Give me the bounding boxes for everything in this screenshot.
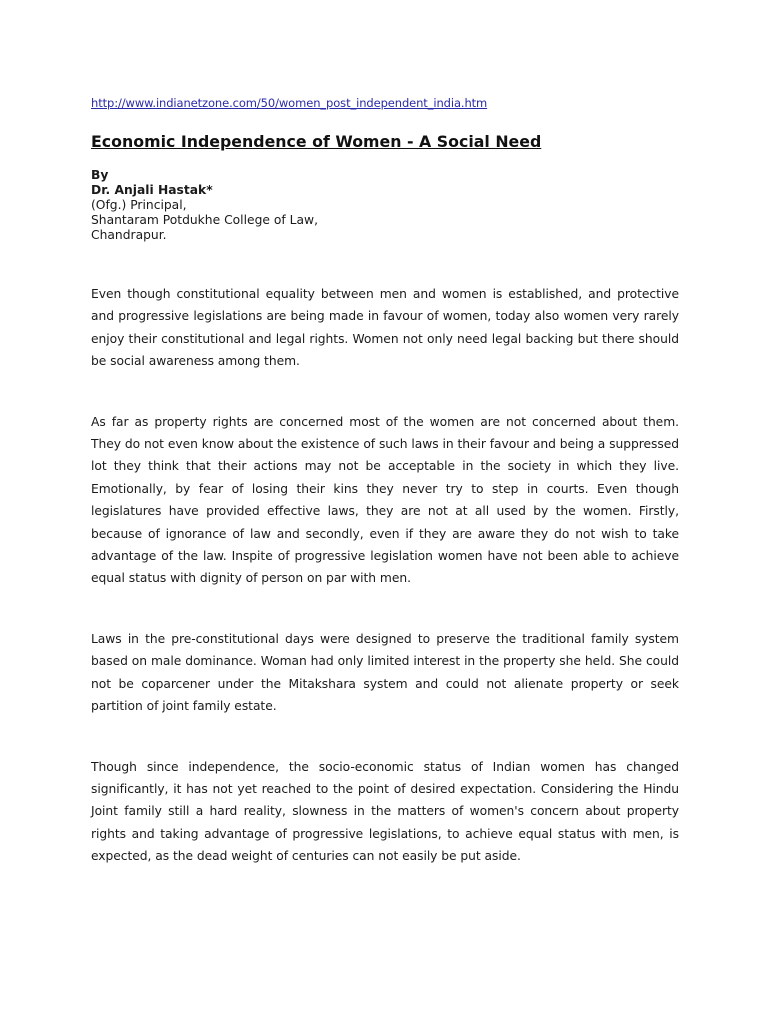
author-college: Shantaram Potdukhe College of Law, — [91, 213, 318, 227]
document-page — [91, 96, 679, 868]
document-title: Economic Independence of Women - A Social Need — [91, 132, 542, 151]
author-name: Dr. Anjali Hastak* — [91, 183, 213, 197]
by-label: By — [91, 168, 109, 182]
paragraph: Though since independence, the socio-economic status of Indian women has changed significantly, it has not yet reached to the point of desired expectation. Considering the Hindu Joint family still a hard reality, slowness in the matters of women's concern about property rights and taking advantage of progressive legislations, to achieve equal status with men, is expected, as the dead weight of centuries can not easily be put aside. — [91, 759, 679, 864]
paragraph: Laws in the pre-constitutional days were designed to preserve the traditional family system based on male dominance. Woman had only limited interest in the property she held. She could not be coparcener under the Mitakshara system and could not alienate property or seek partition of joint family estate. — [91, 631, 679, 714]
paragraph: Even though constitutional equality between men and women is established, and protective and progressive legislations are being made in favour of women, today also women very rarely enjoy their constitutional and legal rights. Women not only need legal backing but there should be social awareness among them. — [91, 287, 679, 369]
author-city: Chandrapur. — [91, 228, 167, 242]
paragraph: As far as property rights are concerned most of the women are not concerned about them. They do not even know about the existence of such laws in their favour and being a suppressed lot they think that their actions may not be acceptable in the society in which they live. Emotionally, by fear of losing their kins they never try to step in courts. Even though legislatures have provided effective laws, they are not at all used by the women. Firstly, because of ignorance of law and secondly, even if they are aware they do not wish to take advantage of the law. Inspite of progressive legislation women have not been able to achieve equal status with dignity of person on par with men. — [91, 414, 679, 586]
byline — [91, 168, 679, 243]
author-position: (Ofg.) Principal, — [91, 198, 187, 212]
source-url-link[interactable]: http://www.indianetzone.com/50/women_post_independent_india.htm — [91, 96, 488, 110]
